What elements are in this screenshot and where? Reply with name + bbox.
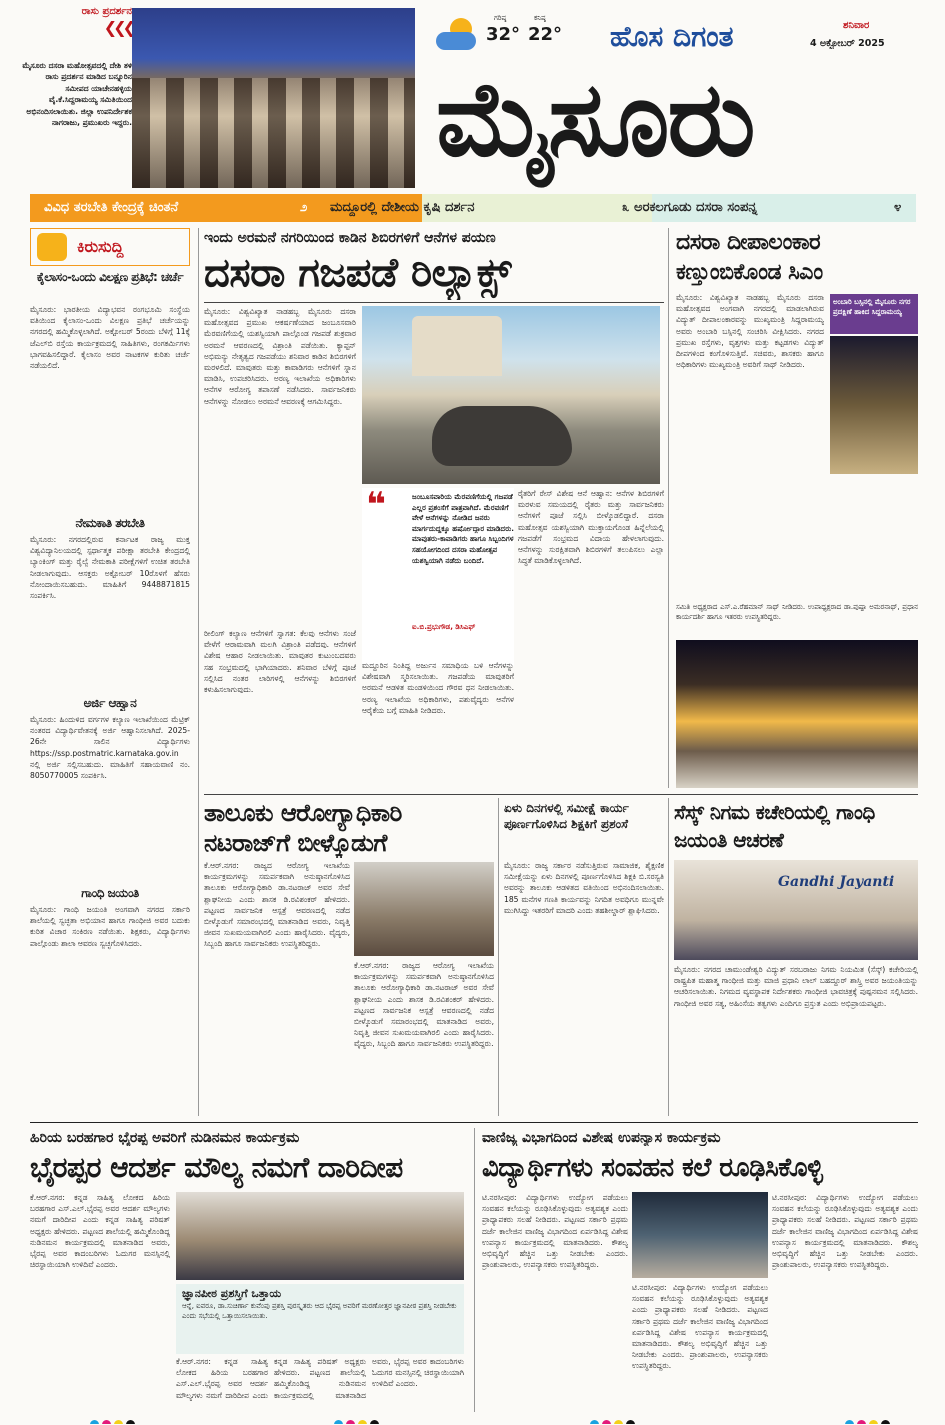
registration-marks-left <box>90 1414 150 1424</box>
health-headline: ತಾಲೂಕು ಆರೋಗ್ಯಾಧಿಕಾರಿ ನಟರಾಜ್‌ಗೆ ಬೀಳ್ಕೊಡುಗೆ <box>204 799 402 857</box>
cess-banner-text: Gandhi Jayanti <box>778 874 895 890</box>
brief2-body: ಮೈಸೂರು: ನಗರದಲ್ಲಿರುವ ಕರ್ನಾಟಕ ರಾಜ್ಯ ಮುಕ್ತ ವಿಶ್ವವಿದ್ಯಾನಿಲಯದಲ್ಲಿ ಸ್ಪರ್ಧಾತ್ಮಕ ಪರೀಕ್ಷಾ ತರಬೇತಿ ಕೇಂದ್ರದಲ್ಲಿ ಬ್ಯಾಂಕಿಂಗ್ ಮತ್ತು ರೈಲ್ವೆ ನೇಮಕಾತಿ ಪರೀಕ್ಷೆಗಳಿಗೆ ಉಚಿತ ತರಬೇತಿ ನೀಡಲಾಗುವುದು. ಆಸಕ್ತರು ಅಕ್ಟೋಬರ್ 10ರೊಳಗೆ ಹೆಸರು ನೋಂದಾಯಿಸಬಹುದು. ಮಾಹಿತಿಗೆ 9448871815 ಸಂಪರ್ಕಿಸಿ. <box>30 535 190 601</box>
sun-cloud-icon <box>436 18 482 52</box>
chevron-left-icon: ❮❮❮ <box>103 18 132 37</box>
brief3-body: ಮೈಸೂರು: ಹಿಂದುಳಿದ ವರ್ಗಗಳ ಕಲ್ಯಾಣ ಇಲಾಖೆಯಿಂದ ಮೆಟ್ರಿಕ್ ನಂತರದ ವಿದ್ಯಾರ್ಥಿವೇತನಕ್ಕೆ ಅರ್ಜಿ ಆಹ್ವಾನಿಸಲಾಗಿದೆ. 2025-26ನೇ ಸಾಲಿನ ವಿದ್ಯಾರ್ಥಿಗಳು https://ssp.postmatric.karnataka.gov.in ನಲ್ಲಿ ಅರ್ಜಿ ಸಲ್ಲಿಸಬಹುದು. ಮಾಹಿತಿಗೆ ಸಹಾಯವಾಣಿ ನಂ. 8050770005 ಸಂಪರ್ಕಿಸಿ. <box>30 715 190 781</box>
cess-headline: ಸೆಸ್ಕ್ ನಿಗಮ ಕಚೇರಿಯಲ್ಲಿ ಗಾಂಧಿ ಜಯಂತಿ ಆಚರಣೆ <box>674 800 875 852</box>
quote-box <box>362 488 514 666</box>
brief1-title: ಕೈಲಾಸಂ-ಒಂದು ವಿಲಕ್ಷಣ ಪ್ರತಿಭೆ: ಚರ್ಚೆ <box>36 270 184 284</box>
commerce-photo <box>632 1192 768 1278</box>
cm-bus-photo <box>830 336 918 474</box>
brief3-title: ಅರ್ಜಿ ಆಹ್ವಾನ <box>83 696 137 710</box>
commerce-kicker: ವಾಣಿಜ್ಯ ವಿಭಾಗದಿಂದ ವಿಶೇಷ ಉಪನ್ಯಾಸ ಕಾರ್ಯಕ್ರಮ <box>482 1130 721 1146</box>
brief1-body: ಮೈಸೂರು: ಭಾರತೀಯ ವಿದ್ಯಾಭವನ ರಂಗಭೂಮಿ ಸಂಸ್ಥೆಯ ವತಿಯಿಂದ ಕೈಲಾಸಂ-ಒಂದು ವಿಲಕ್ಷಣ ಪ್ರತಿಭೆ ಚರ್ಚೆಯನ್ನು ನಗರದಲ್ಲಿ ಹಮ್ಮಿಕೊಳ್ಳಲಾಗಿದೆ. ಅಕ್ಟೋಬರ್ 5ರಂದು ಬೆಳಿಗ್ಗೆ 11ಕ್ಕೆ ಜೆಎಲ್‌ಬಿ ರಸ್ತೆಯ ಕಾರ್ಯಕ್ರಮದಲ್ಲಿ ಸಾಹಿತಿಗಳು, ರಂಗಕರ್ಮಿಗಳು ಭಾಗವಹಿಸಲಿದ್ದಾರೆ. ಕೈಲಾಸಂ ಅವರ ನಾಟಕಗಳ ಕುರಿತು ಚರ್ಚೆ ನಡೆಯಲಿದೆ. <box>30 305 190 371</box>
registration-marks-mid <box>334 1414 394 1424</box>
date: 4 ಅಕ್ಟೋಬರ್ 2025 <box>810 38 885 49</box>
lead-body-col2: ಮದ್ದೂರಿನ ನಿಂತಿದ್ದ ಅರ್ಜುನ ಸಮಾಧಿಯ ಬಳಿ ಆನೆಗಳನ್ನು ವಿಶೇಷವಾಗಿ ಸ್ಮರಿಸಲಾಯಿತು. ಗಜಪಡೆಯ ಮಾವುತರಿಗೆ ಅರಮನೆ ಆಡಳಿತ ಮಂಡಳಿಯಿಂದ ಗೌರವ ಧನ ನೀಡಲಾಯಿತು. ಅರಣ್ಯ ಇಲಾಖೆಯ ಅಧಿಕಾರಿಗಳು, ಪಶುವೈದ್ಯರು ಆನೆಗಳ ಆರೈಕೆಯ ಬಗ್ಗೆ ಮಾಹಿತಿ ನೀಡಿದರು. <box>362 661 514 715</box>
kirusuddi-banner <box>30 228 190 266</box>
works-body: ಮೈಸೂರು: ರಾಜ್ಯ ಸರ್ಕಾರ ನಡೆಸುತ್ತಿರುವ ಸಾಮಾಜಿಕ, ಶೈಕ್ಷಣಿಕ ಸಮೀಕ್ಷೆಯನ್ನು ಏಳು ದಿನಗಳಲ್ಲಿ ಪೂರ್ಣಗೊಳಿಸಿದ ಶಿಕ್ಷಕಿ ಬಿ.ಸರಸ್ವತಿ ಅವರನ್ನು ತಾಲೂಕು ಆಡಳಿತದ ವತಿಯಿಂದ ಅಭಿನಂದಿಸಲಾಯಿತು. 185 ಮನೆಗಳ ಗಣತಿ ಕಾರ್ಯವನ್ನು ನಿಗದಿತ ಅವಧಿಗೂ ಮುನ್ನವೇ ಮುಗಿಸಿದ್ದು ಇತರರಿಗೆ ಮಾದರಿ ಎಂದು ತಹಶೀಲ್ದಾರ್ ಶ್ಲಾಘಿಸಿದರು. <box>504 861 664 915</box>
sidebar-tag: ರಾಸು ಪ್ರದರ್ಶನ <box>81 6 132 17</box>
sidebar-caption: ಮೈಸೂರು ದಸರಾ ಮಹೋತ್ಸವದಲ್ಲಿ ದೇಶಿ ತಳಿ ರಾಸು ಪ್ರದರ್ಶನ ಮಾಡಿದ ಬನ್ನೂರಿನ ಸಮೀಪದ ಯಾಚೇನಹಳ್ಳಿಯ ವೈ.ಕೆ.ಸಿದ್ದರಾಮಯ್ಯ ಸಮಿತಿಯಿಂದ ಅಭಿನಂದಿಸಲಾಯಿತು. ಜಿಲ್ಲಾ ಉಪನಿರ್ದೇಶಕ ನಾಗರಾಜು, ಪ್ರಮುಖರು ಇದ್ದರು. <box>22 61 132 128</box>
lead-body-col1b: ರೀಲಿಂಗ್ ಕಲ್ಯಾಣ ಆನೆಗಳಿಗೆ ಸ್ವಾಗತ: ಕೆಲವು ಆನೆಗಳು ಸಂಜೆ ವೇಳೆಗೆ ಆರಾಮವಾಗಿ ಮಲಗಿ ವಿಶ್ರಾಂತಿ ಪಡೆದವು. ಆನೆಗಳಿಗೆ ವಿಶೇಷ ಆಹಾರ ನೀಡಲಾಯಿತು. ಮಾವುತರ ಕುಟುಂಬದವರು ಸಹ ಸಂಭ್ರಮದಲ್ಲಿ ಭಾಗಿಯಾದರು. ಶನಿವಾರ ಬೆಳಿಗ್ಗೆ ಪೂಜೆ ಸಲ್ಲಿಸಿದ ನಂತರ ಲಾರಿಗಳಲ್ಲಿ ಆನೆಗಳನ್ನು ಶಿಬಿರಗಳಿಗೆ ಕಳುಹಿಸಲಾಗುವುದು. <box>204 629 356 695</box>
works-kicker: ಏಳು ದಿನಗಳಲ್ಲಿ ಸಮೀಕ್ಷೆ ಕಾರ್ಯ ಪೂರ್ಣಗೊಳಿಸಿದ ಶಿಕ್ಷಕಿಗೆ ಪ್ರಶಂಸೆ <box>504 801 629 831</box>
weather-min: 22° <box>528 24 563 45</box>
bhyrappa-headline: ಭೈರಪ್ಪರ ಆದರ್ಶ ಮೌಲ್ಯ ನಮಗೆ ದಾರಿದೀಪ <box>30 1151 403 1184</box>
registration-marks-far <box>845 1414 905 1424</box>
brief4-title: ಗಾಂಧಿ ಜಯಂತಿ <box>81 886 139 900</box>
quote-author: ಐ.ಬಿ.ಪ್ರಭುಗೌಡ, ಡಿಸಿಎಫ್ <box>412 622 476 631</box>
index-page-2: ೩ <box>622 200 630 215</box>
lead-body-col3: ರೈತರಿಗೆ ರೇಸ್ ವಿಶೇಷ ಆನೆ ಆಹ್ವಾನ: ಆನೆಗಳ ಶಿಬಿರಗಳಿಗೆ ಮರಳುವ ಸಮಯದಲ್ಲಿ ರೈತರು ಮತ್ತು ಸಾರ್ವಜನಿಕರು ಆನೆಗಳಿಗೆ ಪೂಜೆ ಸಲ್ಲಿಸಿ ಬೀಳ್ಕೊಡಲಿದ್ದಾರೆ. ದಸರಾ ಮಹೋತ್ಸವ ಯಶಸ್ವಿಯಾಗಿ ಮುಕ್ತಾಯಗೊಂಡ ಹಿನ್ನೆಲೆಯಲ್ಲಿ ಗಜಪಡೆಗೆ ಸಂಭ್ರಮದ ವಿದಾಯ ಹೇಳಲಾಗುವುದು. ಆನೆಗಳನ್ನು ಸುರಕ್ಷಿತವಾಗಿ ಶಿಬಿರಗಳಿಗೆ ತಲುಪಿಸಲು ಎಲ್ಲಾ ಸಿದ್ಧತೆ ಮಾಡಿಕೊಳ್ಳಲಾಗಿದೆ. <box>518 489 664 566</box>
box-body: ಆನ್ನೆ, ಐವರೂ, ಡಾ.ಸುಚಿರ್ಣಾ ಕುವೆಂಪು ಪ್ರಶಸ್ತಿ ಪುರಸ್ಕೃತರು ಆದ ಭೈರಪ್ಪ ಅವರಿಗೆ ಮರಣೋತ್ತರ ಜ್ಞಾನಪೀಠ ಪ್ರಶಸ್ತಿ ನೀಡಬೇಕು ಎಂದು ಸಭೆಯಲ್ಲಿ ಒತ್ತಾಯಿಸಲಾಯಿತು. <box>182 1302 457 1320</box>
jnanapeetha-box <box>176 1284 464 1354</box>
index-item-1[interactable]: ವಿವಿಧ ತರಬೇತಿ ಕೇಂದ್ರಕ್ಕೆ ಚಿಂತನೆ <box>44 200 179 215</box>
health-body: ಕೆ.ಆರ್.ನಗರ: ರಾಜ್ಯದ ಆರೋಗ್ಯ ಇಲಾಖೆಯ ಕಾರ್ಯಕ್ರಮಗಳನ್ನು ಸಮರ್ಪಕವಾಗಿ ಅನುಷ್ಠಾನಗೊಳಿಸಿದ ತಾಲೂಕು ಆರೋಗ್ಯಾಧಿಕಾರಿ ಡಾ.ನಟರಾಜ್ ಅವರ ಸೇವೆ ಶ್ಲಾಘನೀಯ ಎಂದು ಶಾಸಕ ಡಿ.ರವಿಶಂಕರ್ ಹೇಳಿದರು. ಪಟ್ಟಣದ ಸಾರ್ವಜನಿಕ ಆಸ್ಪತ್ರೆ ಆವರಣದಲ್ಲಿ ನಡೆದ ಬೀಳ್ಕೊಡುಗೆ ಸಮಾರಂಭದಲ್ಲಿ ಮಾತನಾಡಿದ ಅವರು, ನಿವೃತ್ತಿ ಜೀವನ ಸುಖಮಯವಾಗಿರಲಿ ಎಂದು ಹಾರೈಸಿದರು. ವೈದ್ಯರು, ಸಿಬ್ಬಂದಿ ಹಾಗೂ ಸಾರ್ವಜನಿಕರು ಉಪಸ್ಥಿತರಿದ್ದರು. <box>204 861 350 949</box>
health-body2: ಕೆ.ಆರ್.ನಗರ: ರಾಜ್ಯದ ಆರೋಗ್ಯ ಇಲಾಖೆಯ ಕಾರ್ಯಕ್ರಮಗಳನ್ನು ಸಮರ್ಪಕವಾಗಿ ಅನುಷ್ಠಾನಗೊಳಿಸಿದ ತಾಲೂಕು ಆರೋಗ್ಯಾಧಿಕಾರಿ ಡಾ.ನಟರಾಜ್ ಅವರ ಸೇವೆ ಶ್ಲಾಘನೀಯ ಎಂದು ಶಾಸಕ ಡಿ.ರವಿಶಂಕರ್ ಹೇಳಿದರು. ಪಟ್ಟಣದ ಸಾರ್ವಜನಿಕ ಆಸ್ಪತ್ರೆ ಆವರಣದಲ್ಲಿ ನಡೆದ ಬೀಳ್ಕೊಡುಗೆ ಸಮಾರಂಭದಲ್ಲಿ ಮಾತನಾಡಿದ ಅವರು, ನಿವೃತ್ತಿ ಜೀವನ ಸುಖಮಯವಾಗಿರಲಿ ಎಂದು ಹಾರೈಸಿದರು. ವೈದ್ಯರು, ಸಿಬ್ಬಂದಿ ಹಾಗೂ ಸಾರ್ವಜನಿಕರು ಉಪಸ್ಥಿತರಿದ್ದರು. <box>354 961 494 1049</box>
index-page-1: ೨ <box>300 200 308 215</box>
index-page-3: ೪ <box>894 200 902 215</box>
section-label: ಕಿರುಸುದ್ದಿ <box>77 237 124 256</box>
commerce-body: ಟಿ.ನರಸೀಪುರ: ವಿದ್ಯಾರ್ಥಿಗಳು ಉದ್ಯೋಗ ಪಡೆಯಲು ಸಂವಹನ ಕಲೆಯನ್ನು ರೂಢಿಸಿಕೊಳ್ಳುವುದು ಅತ್ಯವಶ್ಯಕ ಎಂದು ಪ್ರಾಧ್ಯಾಪಕರು ಸಲಹೆ ನೀಡಿದರು. ಪಟ್ಟಣದ ಸರ್ಕಾರಿ ಪ್ರಥಮ ದರ್ಜೆ ಕಾಲೇಜಿನ ವಾಣಿಜ್ಯ ವಿಭಾಗದಿಂದ ಏರ್ಪಡಿಸಿದ್ದ ವಿಶೇಷ ಉಪನ್ಯಾಸ ಕಾರ್ಯಕ್ರಮದಲ್ಲಿ ಮಾತನಾಡಿದರು. ಕೌಶಲ್ಯ ಅಭಿವೃದ್ಧಿಗೆ ಹೆಚ್ಚಿನ ಒತ್ತು ನೀಡಬೇಕು ಎಂದರು. ಪ್ರಾಂಶುಪಾಲರು, ಉಪನ್ಯಾಸಕರು ಉಪಸ್ಥಿತರಿದ್ದರು. <box>482 1193 628 1270</box>
registration-marks-right <box>590 1414 650 1424</box>
weather-widget: ಗರಿಷ್ಠ 32° ಕನಿಷ್ಠ 22° <box>436 14 566 54</box>
lead-headline: ದಸರಾ ಗಜಪಡೆ ರಿಲ್ಯಾಕ್ಸ್ <box>204 250 511 296</box>
sidebar-tag-box <box>70 6 132 54</box>
hand-icon <box>37 233 67 261</box>
cm-body: ಮೈಸೂರು: ವಿಶ್ವವಿಖ್ಯಾತ ನಾಡಹಬ್ಬ ಮೈಸೂರು ದಸರಾ ಮಹೋತ್ಸವದ ಅಂಗವಾಗಿ ನಗರದಲ್ಲಿ ಮಾಡಲಾಗಿರುವ ವಿದ್ಯುತ್ ದೀಪಾಲಂಕಾರವನ್ನು ಮುಖ್ಯಮಂತ್ರಿ ಸಿದ್ದರಾಮಯ್ಯ ಅವರು ಅಂಬಾರಿ ಬಸ್ಸಿನಲ್ಲಿ ಸಂಚರಿಸಿ ವೀಕ್ಷಿಸಿದರು. ನಗರದ ಪ್ರಮುಖ ರಸ್ತೆಗಳು, ವೃತ್ತಗಳು ಮತ್ತು ಕಟ್ಟಡಗಳು ವಿದ್ಯುತ್ ದೀಪಗಳಿಂದ ಕಂಗೊಳಿಸುತ್ತಿವೆ. ಸಚಿವರು, ಶಾಸಕರು ಹಾಗೂ ಅಧಿಕಾರಿಗಳು ಮುಖ್ಯಮಂತ್ರಿ ಅವರಿಗೆ ಸಾಥ್ ನೀಡಿದರು. <box>676 293 824 370</box>
box-title: ಜ್ಞಾನಪೀಠ ಪ್ರಶಸ್ತಿಗೆ ಒತ್ತಾಯ <box>182 1287 282 1300</box>
index-item-3[interactable]: ಅರಕಲಗೂಡು ದಸರಾ ಸಂಪನ್ನ <box>634 200 758 215</box>
index-bar <box>30 194 916 222</box>
edition-title: ಮೈಸೂರು <box>436 58 754 180</box>
brief2-title: ನೇಮಕಾತಿ ತರಬೇತಿ <box>75 516 145 530</box>
commerce-body2: ಟಿ.ನರಸೀಪುರ: ವಿದ್ಯಾರ್ಥಿಗಳು ಉದ್ಯೋಗ ಪಡೆಯಲು ಸಂವಹನ ಕಲೆಯನ್ನು ರೂಢಿಸಿಕೊಳ್ಳುವುದು ಅತ್ಯವಶ್ಯಕ ಎಂದು ಪ್ರಾಧ್ಯಾಪಕರು ಸಲಹೆ ನೀಡಿದರು. ಪಟ್ಟಣದ ಸರ್ಕಾರಿ ಪ್ರಥಮ ದರ್ಜೆ ಕಾಲೇಜಿನ ವಾಣಿಜ್ಯ ವಿಭಾಗದಿಂದ ಏರ್ಪಡಿಸಿದ್ದ ವಿಶೇಷ ಉಪನ್ಯಾಸ ಕಾರ್ಯಕ್ರಮದಲ್ಲಿ ಮಾತನಾಡಿದರು. ಕೌಶಲ್ಯ ಅಭಿವೃದ್ಧಿಗೆ ಹೆಚ್ಚಿನ ಒತ್ತು ನೀಡಬೇಕು ಎಂದರು. ಪ್ರಾಂಶುಪಾಲರು, ಉಪನ್ಯಾಸಕರು ಉಪಸ್ಥಿತರಿದ್ದರು. <box>632 1283 768 1371</box>
bhyrappa-kicker: ಹಿರಿಯ ಬರಹಗಾರ ಭೈರಪ್ಪ ಅವರಿಗೆ ನುಡಿನಮನ ಕಾರ್ಯಕ್ರಮ <box>30 1130 300 1146</box>
cm-caption-tag: ಅಂಬಾರಿ ಬಸ್ಸಿನಲ್ಲಿ ಮೈಸೂರು ನಗರ ಪ್ರದಕ್ಷಿಣೆ ಹಾಕಿದ ಸಿದ್ದರಾಮಯ್ಯ <box>830 294 918 334</box>
brief4-body: ಮೈಸೂರು: ಗಾಂಧಿ ಜಯಂತಿ ಅಂಗವಾಗಿ ನಗರದ ಸರ್ಕಾರಿ ಶಾಲೆಯಲ್ಲಿ ಸ್ವಚ್ಛತಾ ಅಭಿಯಾನ ಹಾಗೂ ಗಾಂಧೀಜಿ ಅವರ ಬದುಕು ಕುರಿತ ವಿಚಾರ ಸಂಕಿರಣ ನಡೆಯಿತು. ಶಿಕ್ಷಕರು, ವಿದ್ಯಾರ್ಥಿಗಳು ಪಾಲ್ಗೊಂಡು ಶಾಲಾ ಆವರಣ ಸ್ವಚ್ಛಗೊಳಿಸಿದರು. <box>30 905 190 948</box>
commerce-body3: ಟಿ.ನರಸೀಪುರ: ವಿದ್ಯಾರ್ಥಿಗಳು ಉದ್ಯೋಗ ಪಡೆಯಲು ಸಂವಹನ ಕಲೆಯನ್ನು ರೂಢಿಸಿಕೊಳ್ಳುವುದು ಅತ್ಯವಶ್ಯಕ ಎಂದು ಪ್ರಾಧ್ಯಾಪಕರು ಸಲಹೆ ನೀಡಿದರು. ಪಟ್ಟಣದ ಸರ್ಕಾರಿ ಪ್ರಥಮ ದರ್ಜೆ ಕಾಲೇಜಿನ ವಾಣಿಜ್ಯ ವಿಭಾಗದಿಂದ ಏರ್ಪಡಿಸಿದ್ದ ವಿಶೇಷ ಉಪನ್ಯಾಸ ಕಾರ್ಯಕ್ರಮದಲ್ಲಿ ಮಾತನಾಡಿದರು. ಕೌಶಲ್ಯ ಅಭಿವೃದ್ಧಿಗೆ ಹೆಚ್ಚಿನ ಒತ್ತು ನೀಡಬೇಕು ಎಂದರು. ಪ್ರಾಂಶುಪಾಲರು, ಉಪನ್ಯಾಸಕರು ಉಪಸ್ಥಿತರಿದ್ದರು. <box>772 1193 918 1270</box>
lead-body-col1: ಮೈಸೂರು: ವಿಶ್ವವಿಖ್ಯಾತ ನಾಡಹಬ್ಬ ಮೈಸೂರು ದಸರಾ ಮಹೋತ್ಸವದ ಪ್ರಮುಖ ಆಕರ್ಷಣೆಯಾದ ಜಂಬೂಸವಾರಿ ಮೆರವಣಿಗೆಯಲ್ಲಿ ಯಶಸ್ವಿಯಾಗಿ ಪಾಲ್ಗೊಂಡ ಗಜಪಡೆ ಶುಕ್ರವಾರ ಅರಮನೆ ಆವರಣದಲ್ಲಿ ವಿಶ್ರಾಂತಿ ಪಡೆಯಿತು. ಕ್ಯಾಪ್ಟನ್ ಅಭಿಮನ್ಯು ನೇತೃತ್ವದ ಗಜಪಡೆಯು ಶನಿವಾರ ಕಾಡಿನ ಶಿಬಿರಗಳಿಗೆ ಮರಳಲಿದೆ. ಮಾವುತರು ಮತ್ತು ಕಾವಾಡಿಗರು ಆನೆಗಳಿಗೆ ಸ್ನಾನ ಮಾಡಿಸಿ, ಉಪಚರಿಸಿದರು. ಅರಣ್ಯ ಇಲಾಖೆಯ ಅಧಿಕಾರಿಗಳು ಆನೆಗಳ ಆರೋಗ್ಯ ತಪಾಸಣೆ ನಡೆಸಿದರು. ಸಾರ್ವಜನಿಕರು ಆನೆಗಳನ್ನು ನೋಡಲು ಅರಮನೆ ಆವರಣಕ್ಕೆ ಆಗಮಿಸಿದ್ದರು. <box>204 307 356 406</box>
cattle-award-photo <box>132 8 415 188</box>
cm-caption2: ಸಮಿತಿ ಅಧ್ಯಕ್ಷರಾದ ಎಸ್.ಎ.ರೆಹಮಾನ್ ಸಾಥ್ ನೀಡಿದರು. ಉಪಾಧ್ಯಕ್ಷರಾದ ಡಾ.ಪುಷ್ಪಾ ಅಮರನಾಥ್, ಪ್ರಧಾನ ಕಾರ್ಯದರ್ಶಿ ಹಾಗೂ ಇತರರು ಉಪಸ್ಥಿತರಿದ್ದರು. <box>676 603 918 621</box>
health-photo <box>354 862 494 956</box>
commerce-headline: ವಿದ್ಯಾರ್ಥಿಗಳು ಸಂವಹನ ಕಲೆ ರೂಢಿಸಿಕೊಳ್ಳಿ <box>482 1153 823 1183</box>
day: ಶನಿವಾರ <box>843 20 870 31</box>
bhyrappa-body: ಕೆ.ಆರ್.ನಗರ: ಕನ್ನಡ ಸಾಹಿತ್ಯ ಲೋಕದ ಹಿರಿಯ ಬರಹಗಾರ ಎಸ್.ಎಲ್.ಭೈರಪ್ಪ ಅವರ ಆದರ್ಶ ಮೌಲ್ಯಗಳು ನಮಗೆ ದಾರಿದೀಪ ಎಂದು ಕನ್ನಡ ಸಾಹಿತ್ಯ ಪರಿಷತ್ ಅಧ್ಯಕ್ಷರು ಹೇಳಿದರು. ಪಟ್ಟಣದ ಶಾಲೆಯಲ್ಲಿ ಹಮ್ಮಿಕೊಂಡಿದ್ದ ನುಡಿನಮನ ಕಾರ್ಯಕ್ರಮದಲ್ಲಿ ಮಾತನಾಡಿದ ಅವರು, ಭೈರಪ್ಪ ಅವರ ಕಾದಂಬರಿಗಳು ಓದುಗರ ಮನಸ್ಸಿನಲ್ಲಿ ಚಿರಸ್ಥಾಯಿಯಾಗಿ ಉಳಿದಿವೆ ಎಂದರು. <box>30 1193 170 1270</box>
bhyrappa-photo <box>176 1192 464 1280</box>
palace-shape <box>412 316 502 376</box>
quote-text: ಜಂಬೂಸವಾರಿಯ ಮೆರವಣಿಗೆಯಲ್ಲಿ ಗಜಪಡೆ ಎಲ್ಲರ ಪ್ರಶಂಸೆಗೆ ಪಾತ್ರವಾಗಿದೆ. ಮೆರವಣಿಗೆ ವೇಳೆ ಆನೆಗಳನ್ನು ನೋಡಿದ ಜನರು ಮಾರ್ಗದುದ್ದಕ್ಕೂ ಹರ್ಷೋದ್ಗಾರ ಮಾಡಿದರು. ಮಾವುತರು-ಕಾವಾಡಿಗರು ಹಾಗೂ ಸಿಬ್ಬಂದಿಗಳ ಸಹಯೋಗದಿಂದ ದಸರಾ ಮಹೋತ್ಸವ ಯಶಸ್ವಿಯಾಗಿ ನಡೆದು ಬಂದಿದೆ. <box>412 492 514 565</box>
bhyrappa-body2: ಕೆ.ಆರ್.ನಗರ: ಕನ್ನಡ ಸಾಹಿತ್ಯ ಲೋಕದ ಹಿರಿಯ ಬರಹಗಾರ ಎಸ್.ಎಲ್.ಭೈರಪ್ಪ ಅವರ ಆದರ್ಶ ಮೌಲ್ಯಗಳು ನಮಗೆ ದಾರಿದೀಪ ಎಂದು ಕನ್ನಡ ಸಾಹಿತ್ಯ ಪರಿಷತ್ ಅಧ್ಯಕ್ಷರು ಹೇಳಿದರು. ಪಟ್ಟಣದ ಶಾಲೆಯಲ್ಲಿ ಹಮ್ಮಿಕೊಂಡಿದ್ದ ನುಡಿನಮನ ಕಾರ್ಯಕ್ರಮದಲ್ಲಿ ಮಾತನಾಡಿದ ಅವರು, ಭೈರಪ್ಪ ಅವರ ಕಾದಂಬರಿಗಳು ಓದುಗರ ಮನಸ್ಸಿನಲ್ಲಿ ಚಿರಸ್ಥಾಯಿಯಾಗಿ ಉಳಿದಿವೆ ಎಂದರು. <box>176 1357 464 1400</box>
paper-name: ಹೊಸ ದಿಗಂತ <box>610 20 734 53</box>
weather-max: 32° <box>486 24 521 45</box>
elephant-photo <box>362 306 660 484</box>
lead-kicker: ಇಂದು ಅರಮನೆ ನಗರಿಯಿಂದ ಕಾಡಿನ ಶಿಬಿರಗಳಿಗೆ ಆನೆಗಳ ಪಯಣ <box>204 230 496 246</box>
cess-photo <box>674 860 918 960</box>
cess-body: ಮೈಸೂರು: ನಗರದ ಚಾಮುಂಡೇಶ್ವರಿ ವಿದ್ಯುತ್ ಸರಬರಾಜು ನಿಗಮ ನಿಯಮಿತ (ಸೆಸ್ಕ್) ಕಚೇರಿಯಲ್ಲಿ ರಾಷ್ಟ್ರಪಿತ ಮಹಾತ್ಮ ಗಾಂಧೀಜಿ ಮತ್ತು ಮಾಜಿ ಪ್ರಧಾನಿ ಲಾಲ್ ಬಹದ್ದೂರ್ ಶಾಸ್ತ್ರಿ ಅವರ ಜಯಂತಿಯನ್ನು ಆಚರಿಸಲಾಯಿತು. ನಿಗಮದ ವ್ಯವಸ್ಥಾಪಕ ನಿರ್ದೇಶಕರು ಗಾಂಧೀಜಿ ಭಾವಚಿತ್ರಕ್ಕೆ ಪುಷ್ಪನಮನ ಸಲ್ಲಿಸಿದರು. ಗಾಂಧೀಜಿ ಅವರ ಸತ್ಯ, ಅಹಿಂಸೆಯ ತತ್ವಗಳು ಎಂದಿಗೂ ಪ್ರಸ್ತುತ ಎಂದು ಅಭಿಪ್ರಾಯಪಟ್ಟರು. <box>674 965 918 1008</box>
elephant-shape <box>432 406 572 466</box>
index-item-2[interactable]: ಮದ್ದೂರಲ್ಲಿ ದೇಶೀಯ ಕೃಷಿ ದರ್ಶನ <box>330 200 475 215</box>
quote-icon: ❝ <box>366 488 386 525</box>
palace-lights-photo <box>676 640 918 788</box>
cm-headline: ದಸರಾ ದೀಪಾಲಂಕಾರ ಕಣ್ತುಂಬಿಕೊಂಡ ಸಿಎಂ <box>676 230 823 285</box>
